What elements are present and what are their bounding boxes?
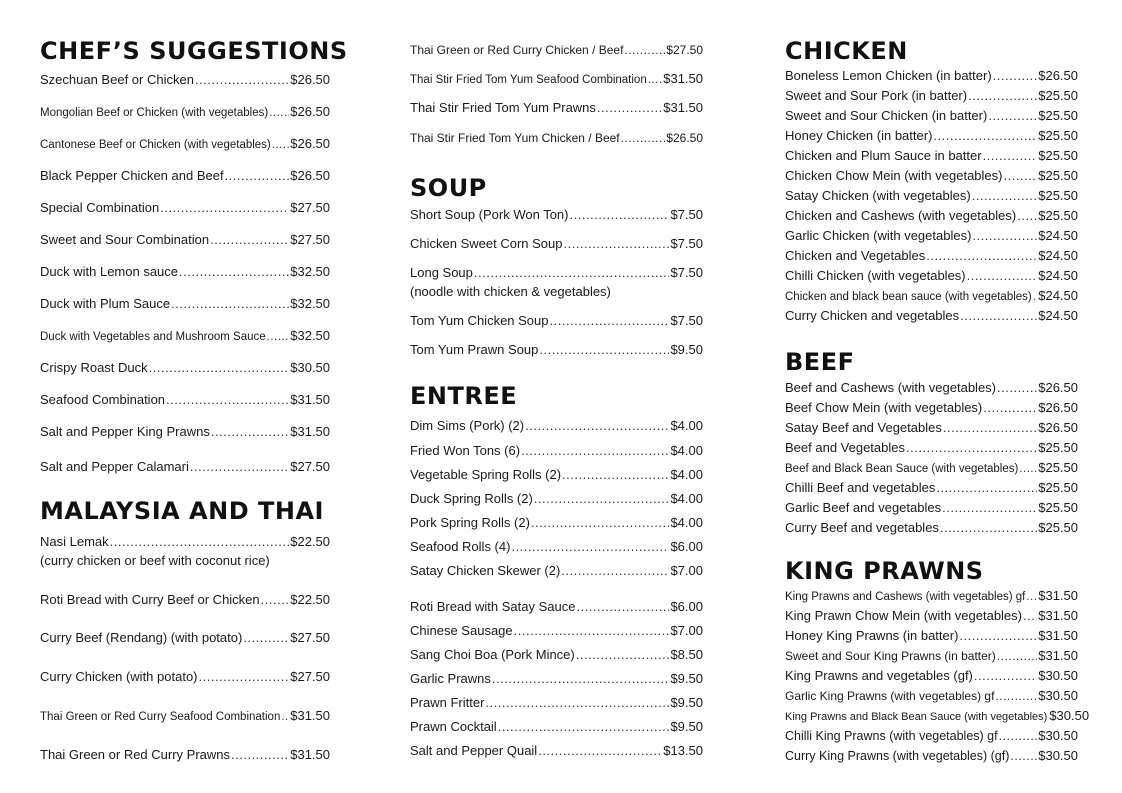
section-heading-entree: ENTREE	[410, 382, 518, 410]
menu-item: Satay Beef and Vegetables ..... $26.50	[785, 420, 1078, 436]
menu-item-note: (curry chicken or beef with coconut rice)	[40, 553, 270, 568]
menu-item: Special Combination ..... $27.50	[40, 200, 330, 216]
menu-item: Duck with Plum Sauce ..... $32.50	[40, 296, 330, 312]
menu-item: Chilli Chicken (with vegetables) ..... $24.50	[785, 268, 1078, 284]
menu-item: Garlic Beef and vegetables ..... $25.50	[785, 500, 1078, 516]
menu-item: Curry Beef (Rendang) (with potato) ..... $27.50	[40, 630, 330, 646]
menu-item: Tom Yum Prawn Soup ..... $9.50	[410, 342, 703, 358]
section-heading-beef: BEEF	[785, 348, 855, 376]
menu-item: Beef and Cashews (with vegetables) ..... $26.50	[785, 380, 1078, 396]
menu-item: Salt and Pepper Quail ..... $13.50	[410, 743, 703, 759]
menu-item: Chicken and Vegetables ..... $24.50	[785, 248, 1078, 264]
menu-item: King Prawn Chow Mein (with vegetables) ..... $31.50	[785, 608, 1078, 624]
menu-item: Chicken Sweet Corn Soup ..... $7.50	[410, 236, 703, 252]
menu-item: Beef and Black Bean Sauce (with vegetables) ..... $25.50	[785, 460, 1078, 477]
menu-item: Short Soup (Pork Won Ton) ..... $7.50	[410, 207, 703, 223]
menu-item: King Prawns and vegetables (gf) ..... $30.50	[785, 668, 1078, 684]
menu-item: Curry Beef and vegetables ..... $25.50	[785, 520, 1078, 536]
menu-item: Chicken and Plum Sauce in batter ..... $25.50	[785, 148, 1078, 164]
menu-item: Crispy Roast Duck ..... $30.50	[40, 360, 330, 376]
menu-item: Thai Stir Fried Tom Yum Seafood Combination ..... $31.50	[410, 71, 703, 88]
menu-item: Thai Green or Red Curry Seafood Combination ..... $31.50	[40, 708, 330, 725]
menu-item: Thai Green or Red Curry Prawns ..... $31.50	[40, 747, 330, 763]
menu-item: Chicken and Cashews (with vegetables) ..... $25.50	[785, 208, 1078, 224]
menu-item: Sweet and Sour King Prawns (in batter) ..... $31.50	[785, 648, 1078, 664]
menu-item: Nasi Lemak ..... $22.50	[40, 534, 330, 550]
menu-item: Boneless Lemon Chicken (in batter) ..... $26.50	[785, 68, 1078, 84]
menu-item: Satay Chicken (with vegetables) ..... $25.50	[785, 188, 1078, 204]
menu-item: Sang Choi Boa (Pork Mince) ..... $8.50	[410, 647, 703, 663]
menu-item: Garlic Chicken (with vegetables) ..... $24.50	[785, 228, 1078, 244]
menu-item: Chicken Chow Mein (with vegetables) ..... $25.50	[785, 168, 1078, 184]
menu-item: Curry Chicken and vegetables ..... $24.50	[785, 308, 1078, 324]
menu-item: Beef and Vegetables ..... $25.50	[785, 440, 1078, 456]
menu-item: Duck Spring Rolls (2) ..... $4.00	[410, 491, 703, 507]
section-heading-soup: SOUP	[410, 174, 487, 202]
menu-item: Chilli Beef and vegetables ..... $25.50	[785, 480, 1078, 496]
menu-item: Roti Bread with Curry Beef or Chicken ..... $22.50	[40, 592, 330, 608]
section-heading-malaysia-thai: MALAYSIA AND THAI	[40, 497, 324, 525]
menu-item: Fried Won Tons (6) ..... $4.00	[410, 443, 703, 459]
menu-item: Thai Green or Red Curry Chicken / Beef ..... $27.50	[410, 42, 703, 58]
menu-item: Prawn Fritter ..... $9.50	[410, 695, 703, 711]
menu-item: Sweet and Sour Pork (in batter) ..... $25.50	[785, 88, 1078, 104]
menu-item: Garlic Prawns ..... $9.50	[410, 671, 703, 687]
menu-item: Mongolian Beef or Chicken (with vegetables) ..... $26.50	[40, 104, 330, 121]
menu-item: Prawn Cocktail ..... $9.50	[410, 719, 703, 735]
menu-item: Chilli King Prawns (with vegetables) gf ..... $30.50	[785, 728, 1078, 744]
section-heading-chicken: CHICKEN	[785, 37, 908, 65]
menu-item: Chinese Sausage ..... $7.00	[410, 623, 703, 639]
menu-item: Tom Yum Chicken Soup ..... $7.50	[410, 313, 703, 329]
section-heading-king-prawns: KING PRAWNS	[785, 557, 984, 585]
menu-item: Dim Sims (Pork) (2) ..... $4.00	[410, 418, 703, 434]
menu-item: King Prawns and Cashews (with vegetables) gf ..... $31.50	[785, 588, 1078, 605]
menu-item: King Prawns and Black Bean Sauce (with vegetables) $30.50	[785, 708, 1090, 723]
menu-item: Salt and Pepper King Prawns ..... $31.50	[40, 424, 330, 440]
menu-item: Sweet and Sour Combination ..... $27.50	[40, 232, 330, 248]
menu-item: Thai Stir Fried Tom Yum Prawns ..... $31.50	[410, 100, 703, 116]
menu-item: Thai Stir Fried Tom Yum Chicken / Beef ..... $26.50	[410, 130, 703, 146]
menu-item: Long Soup ..... $7.50	[410, 265, 703, 281]
menu-item: Vegetable Spring Rolls (2) ..... $4.00	[410, 467, 703, 483]
menu-item-note: (noodle with chicken & vegetables)	[410, 284, 611, 299]
menu-item: Cantonese Beef or Chicken (with vegetables) ..... $26.50	[40, 136, 330, 153]
menu-item: Seafood Rolls (4) ..... $6.00	[410, 539, 703, 555]
menu-item: Honey King Prawns (in batter) ..... $31.50	[785, 628, 1078, 644]
menu-item: Salt and Pepper Calamari ..... $27.50	[40, 459, 330, 475]
menu-item: Szechuan Beef or Chicken ..... $26.50	[40, 72, 330, 88]
menu-item: Sweet and Sour Chicken (in batter) ..... $25.50	[785, 108, 1078, 124]
menu-item: Chicken and black bean sauce (with vegetables) ..... $24.50	[785, 288, 1078, 305]
menu-item: Seafood Combination ..... $31.50	[40, 392, 330, 408]
menu-item: Satay Chicken Skewer (2) ..... $7.00	[410, 563, 703, 579]
menu-item: Curry King Prawns (with vegetables) (gf) ..... $30.50	[785, 748, 1078, 764]
menu-item: Pork Spring Rolls (2) ..... $4.00	[410, 515, 703, 531]
menu-item: Duck with Lemon sauce ..... $32.50	[40, 264, 330, 280]
menu-item: Beef Chow Mein (with vegetables) ..... $26.50	[785, 400, 1078, 416]
menu-item: Roti Bread with Satay Sauce ..... $6.00	[410, 599, 703, 615]
menu-item: Honey Chicken (in batter) ..... $25.50	[785, 128, 1078, 144]
section-heading-chef-suggestions: CHEF’S SUGGESTIONS	[40, 37, 348, 65]
menu-item: Black Pepper Chicken and Beef ..... $26.50	[40, 168, 330, 184]
menu-item: Garlic King Prawns (with vegetables) gf ..... $30.50	[785, 688, 1078, 704]
menu-item: Curry Chicken (with potato) ..... $27.50	[40, 669, 330, 685]
menu-item: Duck with Vegetables and Mushroom Sauce ..... $32.50	[40, 328, 330, 345]
